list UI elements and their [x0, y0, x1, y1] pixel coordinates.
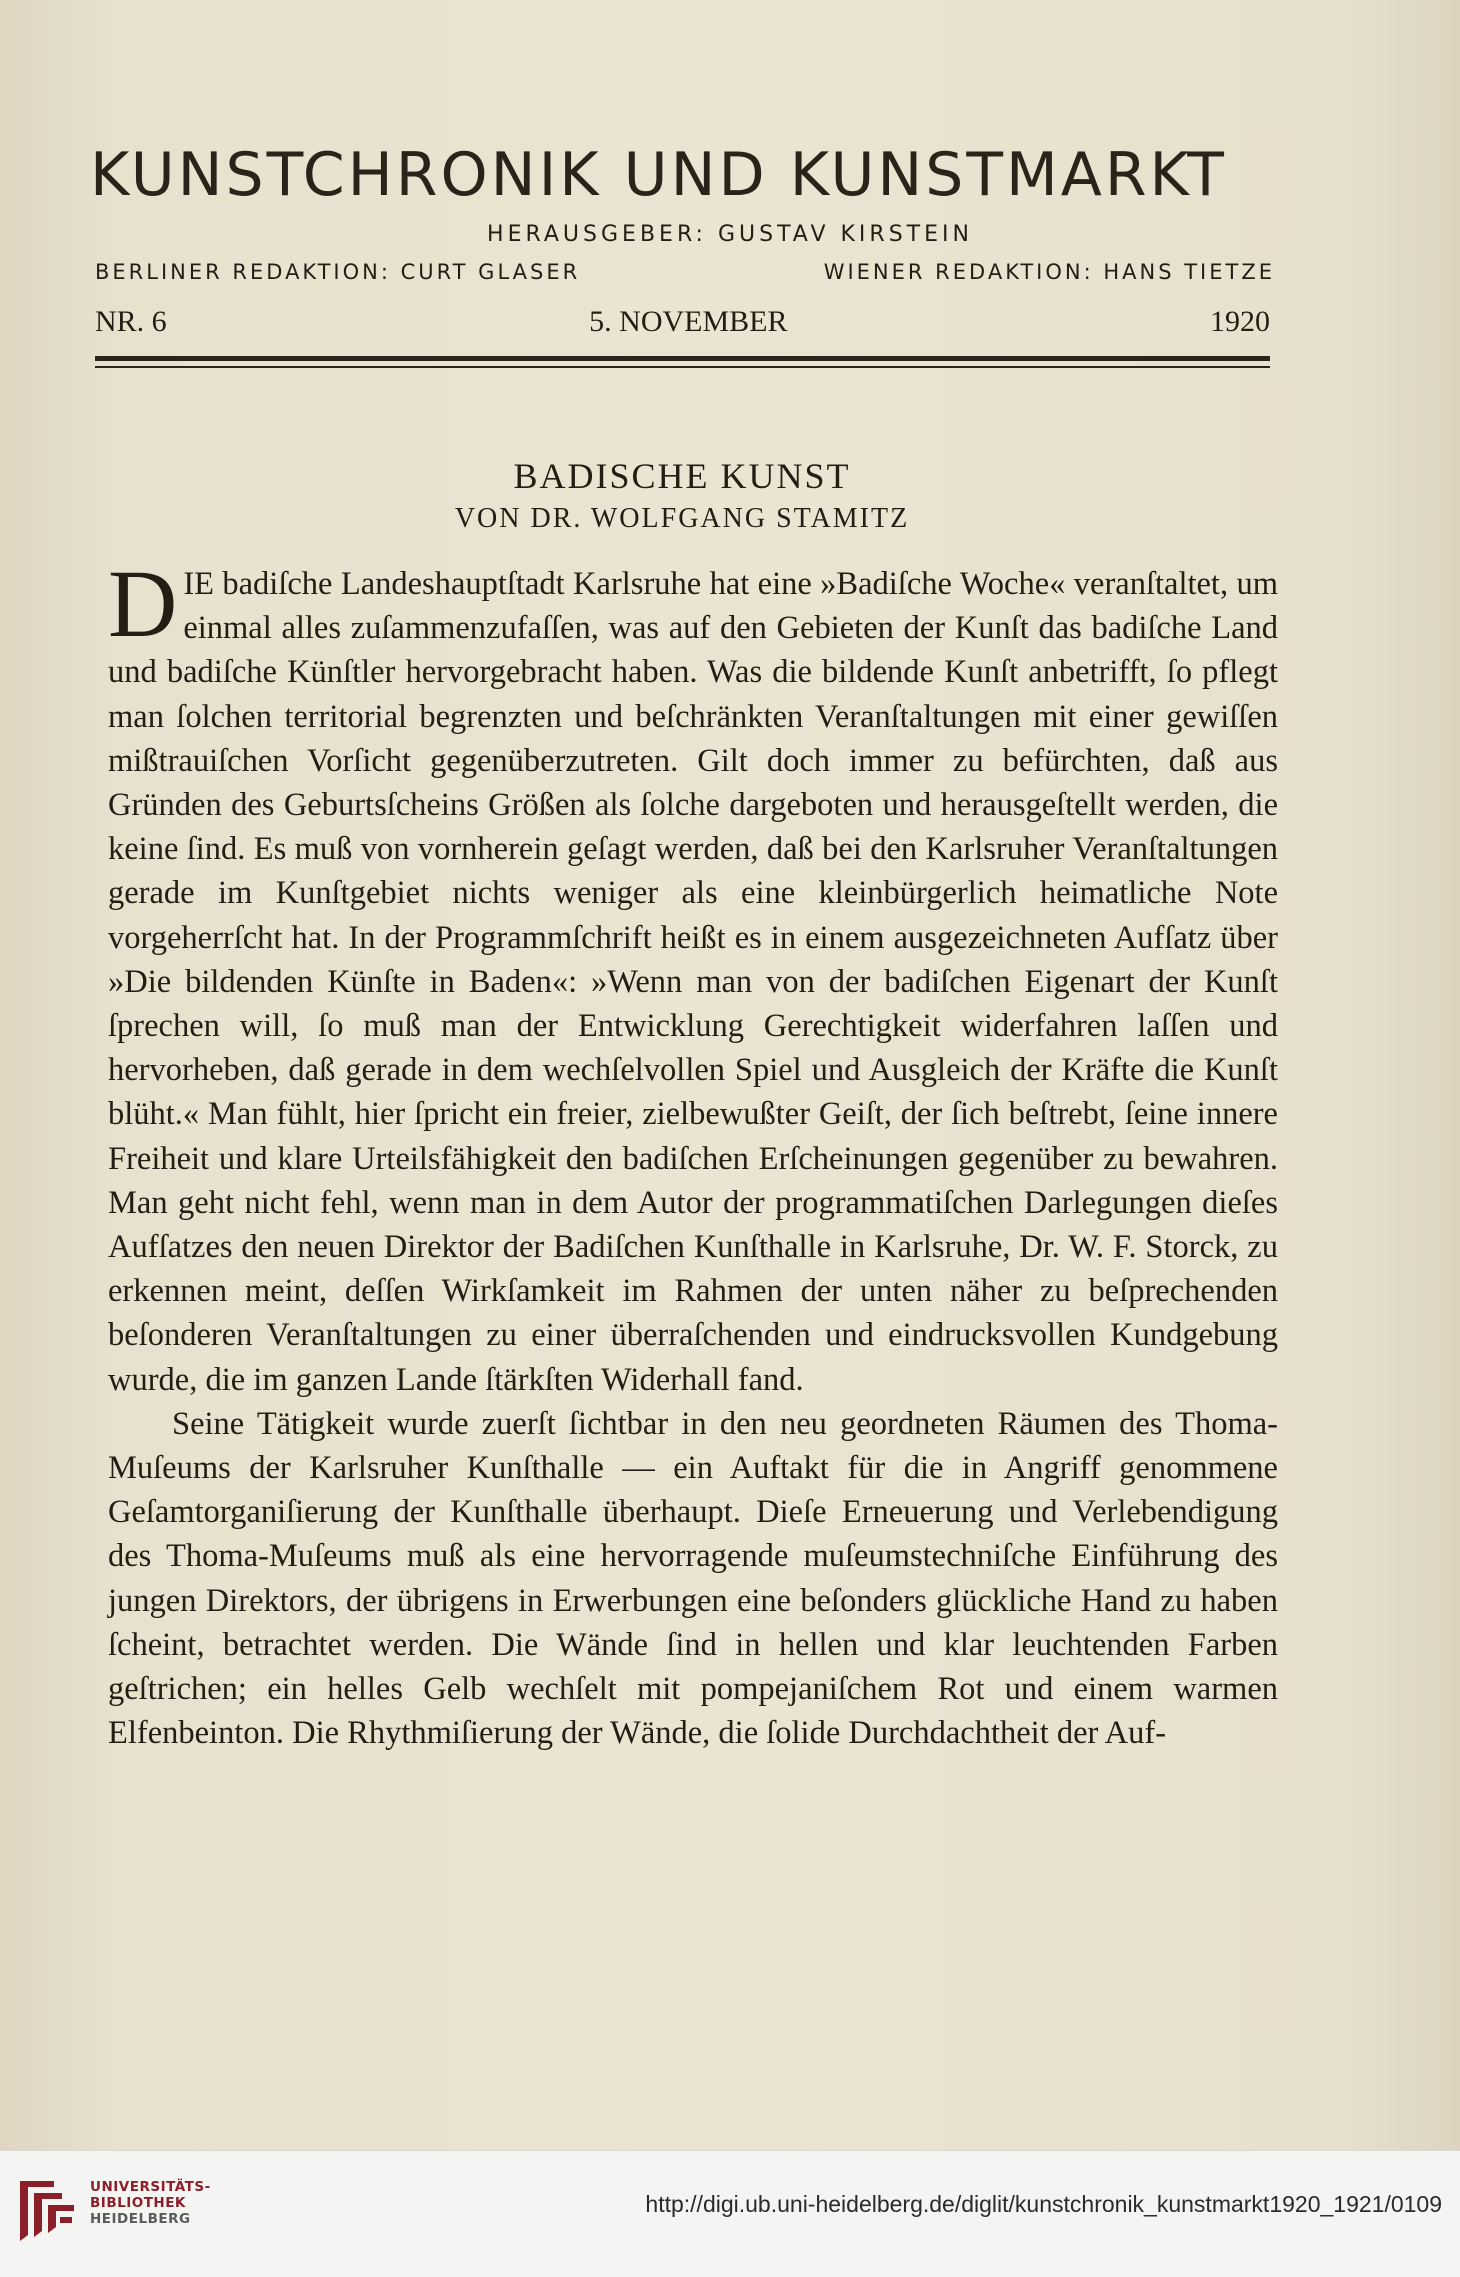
editorial-line	[95, 260, 1275, 284]
footer-bar	[0, 2150, 1460, 2277]
article-body	[108, 550, 1278, 1755]
editor-line: HERAUSGEBER: GUSTAV KIRSTEIN	[487, 222, 973, 247]
library-line-3: HEIDELBERG	[90, 2211, 191, 2227]
source-url-link[interactable]: http://digi.ub.uni-heidelberg.de/diglit/kunstchronik_kunstmarkt1920_1921/0109	[645, 2191, 1442, 2217]
paragraph: Seine Tätigkeit wurde zuerſt ſichtbar in den neu geordneten Räumen des Thoma-Muſeums der Karlsruher Kunſthalle — ein Auftakt für die in Angriff genommene Geſamtorganiſierung der Kunſthalle überhaupt. Dieſe Erneuerung und Verlebendigung des Thoma-Muſeums muß als eine hervorragende muſeumstechniſche Einführung des jungen Direktors, der übrigens in Erwerbungen eine beſonders glückliche Hand zu haben ſcheint, betrachtet werden. Die Wände ſind in hellen und klar leuchtenden Farben geſtrichen; ein helles Gelb wechſelt mit pompejaniſchem Rot und einem warmen Elfenbeinton. Die Rhythmiſierung der Wände, die ſolide Durchdachtheit der Auf-	[108, 1405, 1278, 1752]
drop-cap: D	[108, 550, 178, 657]
library-name	[90, 2179, 290, 2227]
vienna-editorial: WIENER REDAKTION: HANS TIETZE	[823, 260, 1275, 284]
library-seal-icon	[14, 2175, 80, 2247]
masthead-rule-thin	[95, 366, 1270, 368]
library-line-1: UNIVERSITÄTS-	[90, 2179, 211, 2195]
paragraph	[108, 550, 1278, 1402]
library-line-2: BIBLIOTHEK	[90, 2195, 186, 2211]
issue-date: 5. NOVEMBER	[589, 305, 788, 338]
journal-title: KUNSTCHRONIK UND KUNSTMARKT	[90, 140, 1227, 210]
article-title: BADISCHE KUNST	[513, 456, 851, 496]
berlin-editorial: BERLINER REDAKTION: CURT GLASER	[95, 260, 581, 284]
masthead-rule-thick	[95, 356, 1270, 361]
article-author: VON DR. WOLFGANG STAMITZ	[454, 503, 910, 534]
issue-number: NR. 6	[95, 305, 167, 338]
issue-line	[95, 305, 1270, 339]
issue-year: 1920	[1210, 305, 1270, 338]
paragraph-text: IE badiſche Landeshauptſtadt Karlsruhe hat eine »Badiſche Woche« veranſtaltet, um einmal alles zuſammenzufaſſen, was auf den Gebieten der Kunſt das badiſche Land und badiſche Künſtler hervorgebracht haben. Was die bildende Kunſt anbetrifft, ſo pflegt man ſolchen territorial begrenzten und beſchränkten Veranſtaltungen mit einer gewiſſen mißtrauiſchen Vorſicht gegenüberzutreten. Gilt doch immer zu befürchten, daß aus Gründen des Geburtsſcheins Größen als ſolche dargeboten und herausgeſtellt werden, die keine ſind. Es muß von vornherein geſagt werden, daß bei den Karlsruher Veranſtaltungen gerade im Kunſtgebiet nichts weniger als eine kleinbürgerlich heimatliche Note vorgeherrſcht hat. In der Programmſchrift heißt es in einem ausgezeichneten Aufſatz über »Die bildenden Künſte in Baden«: »Wenn man von der badiſchen Eigenart der Kunſt ſprechen will, ſo muß man der Entwicklung Gerechtigkeit widerfahren laſſen und hervorheben, daß gerade in dem wechſelvollen Spiel und Ausgleich der Kräfte die Kunſt blüht.« Man fühlt, hier ſpricht ein freier, zielbewußter Geiſt, der ſich beſtrebt, ſeine innere Freiheit und klare Urteilsfähigkeit den badiſchen Erſcheinungen gegenüber zu bewahren. Man geht nicht fehl, wenn man in dem Autor der programmatiſchen Darlegungen dieſes Aufſatzes den neuen Direktor der Badiſchen Kunſthalle in Karlsruhe, Dr. W. F. Storck, zu erkennen meint, deſſen Wirkſamkeit im Rahmen der unten näher zu beſprechenden beſonderen Veranſtaltungen zu einer überraſchenden und eindrucksvollen Kundgebung wurde, die im ganzen Lande ſtärkſten Widerhall fand.	[108, 566, 1278, 1398]
